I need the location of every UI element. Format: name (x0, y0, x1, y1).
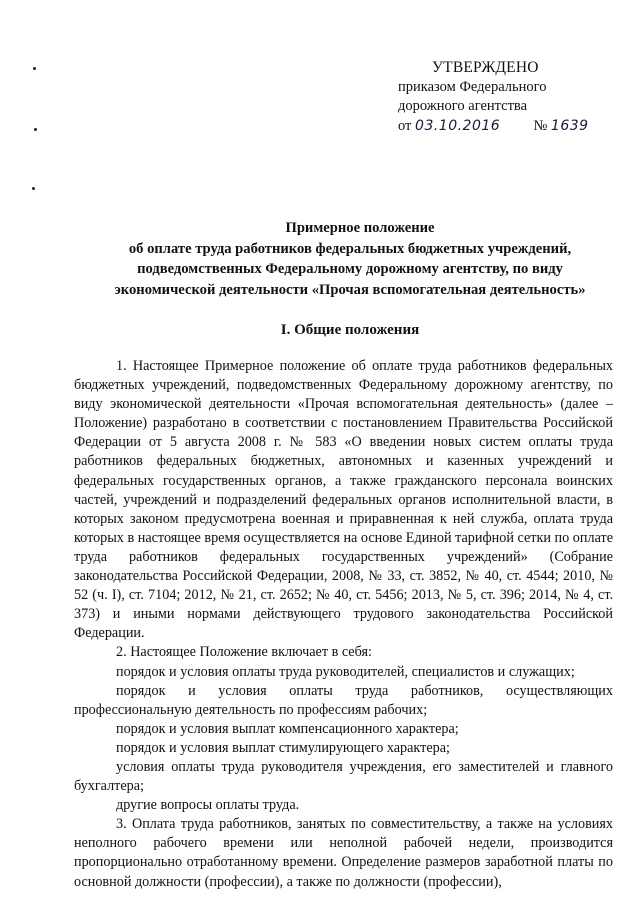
paragraph-2: 2. Настоящее Положение включает в себя: (116, 644, 372, 661)
number-prefix: № (533, 117, 548, 134)
list-item-5: условия оплаты труда руководителя учреждения, его заместителей и главного бухгалтера; (74, 758, 613, 795)
scan-speck (33, 67, 36, 70)
scan-speck (32, 187, 35, 190)
document-body (74, 357, 613, 892)
date-prefix: от (398, 117, 412, 134)
approval-date-line (398, 117, 628, 137)
list-item-2-line-1: порядок и условия оплаты труда работников, осуществляющих (116, 682, 613, 699)
title-line-2: об оплате труда работников федеральных бюджетных учреждений, (128, 240, 572, 257)
list-item-3: порядок и условия выплат компенсационного характера; (116, 720, 459, 737)
list-item-6: другие вопросы оплаты труда. (116, 797, 300, 814)
title-line-1: Примерное положение (285, 220, 435, 236)
approval-heading: УТВЕРЖДЕНО (432, 59, 539, 76)
title-line-3: подведомственных Федеральному дорожному агентству, по виду (137, 261, 563, 277)
handwritten-date: 03.10.2016 (415, 117, 501, 134)
handwritten-number: 1639 (550, 117, 589, 134)
list-item-2-line-2: профессиональную деятельность по профессиям рабочих; (74, 701, 428, 718)
approval-stamp-block (398, 58, 628, 136)
list-item-1: порядок и условия оплаты труда руководителей, специалистов и служащих; (116, 663, 575, 680)
section-heading: I. Общие положения (280, 322, 420, 338)
scan-speck (34, 128, 37, 131)
approval-order-line: приказом Федерального (398, 78, 547, 95)
title-line-4: экономической деятельности «Прочая вспомогательная деятельность» (114, 281, 586, 298)
paragraph-1: 1. Настоящее Примерное положение об оплате труда работников федеральных бюджетных учреждений, подведомственных Федеральному дорожному агентству, по виду экономической деятельности «Прочая вспомогательная деятельность» (далее – Положение) разработано в соответствии с постановлением Правительства Российской Федерации от 5 августа 2008 г. № 583 «О введении новых систем оплаты труда работников федеральных бюджетных, автономных и казенных учреждений и федеральных государственных органов, а также гражданского персонала воинских частей, учреждений и подразделений федеральных органов исполнительной власти, в которых законом предусмотрена военная и приравненная к ней служба, оплата труда которых в настоящее время осуществляется на основе Единой тарифной сетки по оплате труда работников федеральных государственных учреждений» (Собрание законодательства Российской Федерации, 2008, № 33, ст. 3852, № 40, ст. 4544; 2010, № 52 (ч. I), ст. 7104; 2012, № 21, ст. 2652; № 40, ст. 5456; 2013, № 5, ст. 396; 2014, № 4, ст. 373) и иными нормами действующего трудового законодательства Российской Федерации. (74, 358, 613, 642)
paragraph-3: 3. Оплата труда работников, занятых по совместительству, а также на условиях неполного рабочего времени или неполной рабочей недели, производится пропорционально отработанному времени. Определение размеров заработной платы по основной должности (профессии), а также по должности (профессии), (74, 816, 613, 890)
approval-agency-line: дорожного агентства (398, 98, 528, 114)
document-title (60, 218, 640, 300)
list-item-4: порядок и условия выплат стимулирующего характера; (116, 739, 450, 756)
